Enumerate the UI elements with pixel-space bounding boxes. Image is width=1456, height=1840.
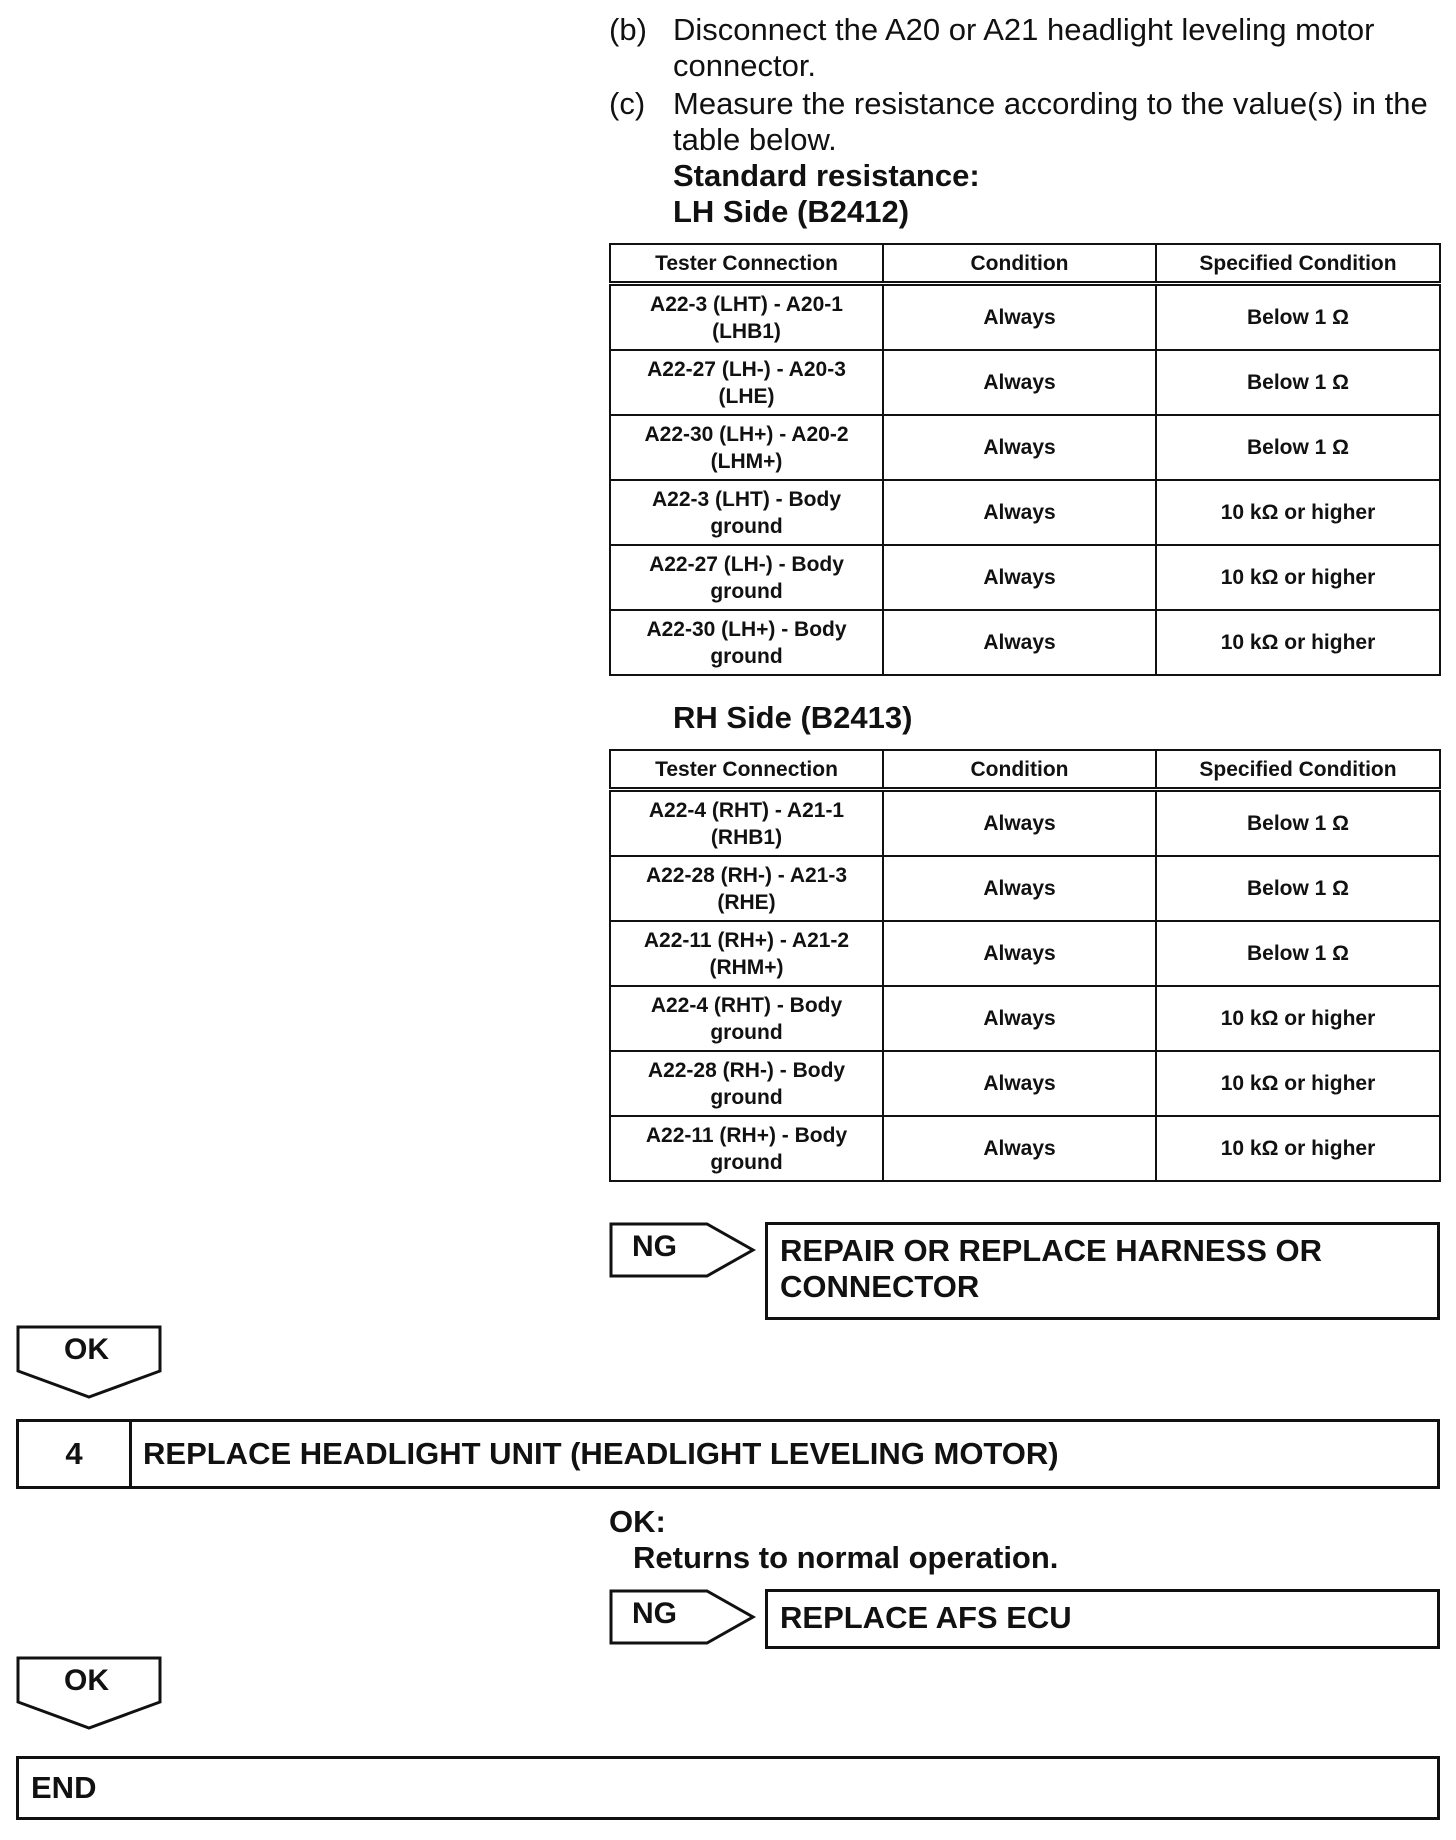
- table-cell: A22-3 (LHT) - Body ground: [610, 480, 883, 545]
- table-row: [610, 350, 1440, 415]
- column-header: Tester Connection: [610, 244, 883, 284]
- rh-table-title: RH Side (B2413): [673, 700, 913, 735]
- lh-resistance-table: [609, 243, 1441, 676]
- step-text: Disconnect the A20 or A21 headlight leveling motor connector.: [673, 12, 1375, 83]
- table-cell: A22-11 (RH+) - Body ground: [610, 1116, 883, 1181]
- table-cell: A22-4 (RHT) - Body ground: [610, 986, 883, 1051]
- table-cell: Always: [883, 856, 1156, 921]
- table-row: [610, 1116, 1440, 1181]
- step-label: (b): [609, 12, 647, 47]
- table-cell: 10 kΩ or higher: [1156, 610, 1440, 675]
- table-header-row: [610, 244, 1440, 284]
- table-cell: A22-11 (RH+) - A21-2 (RHM+): [610, 921, 883, 986]
- table-row: [610, 856, 1440, 921]
- ng-result-box: REPLACE AFS ECU: [765, 1589, 1440, 1649]
- table-row: [610, 545, 1440, 610]
- table-cell: A22-4 (RHT) - A21-1 (RHB1): [610, 790, 883, 857]
- table-row: [610, 610, 1440, 675]
- table-cell: 10 kΩ or higher: [1156, 1051, 1440, 1116]
- table-cell: 10 kΩ or higher: [1156, 1116, 1440, 1181]
- table-cell: 10 kΩ or higher: [1156, 986, 1440, 1051]
- ok-criteria-body: Returns to normal operation.: [633, 1540, 1059, 1575]
- column-header: Condition: [883, 244, 1156, 284]
- column-header: Condition: [883, 750, 1156, 790]
- table-cell: Below 1 Ω: [1156, 790, 1440, 857]
- step-text: Measure the resistance according to the value(s) in the table below.: [673, 86, 1428, 157]
- table-cell: Always: [883, 921, 1156, 986]
- table-cell: Always: [883, 480, 1156, 545]
- table-cell: A22-30 (LH+) - A20-2 (LHM+): [610, 415, 883, 480]
- table-cell: A22-27 (LH-) - A20-3 (LHE): [610, 350, 883, 415]
- table-cell: A22-28 (RH-) - A21-3 (RHE): [610, 856, 883, 921]
- ng-label: NG: [632, 1230, 677, 1263]
- table-cell: Always: [883, 1051, 1156, 1116]
- ok-label: OK: [64, 1333, 109, 1366]
- step-label: (c): [609, 86, 646, 121]
- table-cell: 10 kΩ or higher: [1156, 480, 1440, 545]
- table-cell: Always: [883, 790, 1156, 857]
- table-cell: A22-28 (RH-) - Body ground: [610, 1051, 883, 1116]
- table-cell: A22-30 (LH+) - Body ground: [610, 610, 883, 675]
- table-row: [610, 790, 1440, 857]
- ng-label: NG: [632, 1597, 677, 1630]
- table-row: [610, 986, 1440, 1051]
- table-cell: Always: [883, 545, 1156, 610]
- step-4-header: [16, 1419, 1440, 1489]
- table-cell: A22-27 (LH-) - Body ground: [610, 545, 883, 610]
- table-row: [610, 480, 1440, 545]
- table-row: [610, 921, 1440, 986]
- table-cell: Always: [883, 284, 1156, 351]
- end-box: END: [16, 1756, 1440, 1820]
- table-cell: Below 1 Ω: [1156, 921, 1440, 986]
- table-row: [610, 1051, 1440, 1116]
- table-cell: Below 1 Ω: [1156, 856, 1440, 921]
- table-cell: 10 kΩ or higher: [1156, 545, 1440, 610]
- lh-table-title: LH Side (B2412): [673, 194, 910, 229]
- table-cell: Below 1 Ω: [1156, 415, 1440, 480]
- column-header: Tester Connection: [610, 750, 883, 790]
- step-number: 4: [19, 1422, 132, 1486]
- ok-label: OK: [64, 1664, 109, 1697]
- table-cell: Below 1 Ω: [1156, 350, 1440, 415]
- step-title: REPLACE HEADLIGHT UNIT (HEADLIGHT LEVELING MOTOR): [143, 1436, 1059, 1471]
- table-header-row: [610, 750, 1440, 790]
- column-header: Specified Condition: [1156, 750, 1440, 790]
- table-cell: Always: [883, 1116, 1156, 1181]
- table-cell: A22-3 (LHT) - A20-1 (LHB1): [610, 284, 883, 351]
- rh-resistance-table: [609, 749, 1441, 1182]
- table-cell: Below 1 Ω: [1156, 284, 1440, 351]
- column-header: Specified Condition: [1156, 244, 1440, 284]
- table-cell: Always: [883, 415, 1156, 480]
- standard-resistance-heading: Standard resistance:: [673, 158, 980, 193]
- ng-result-box: REPAIR OR REPLACE HARNESS OR CONNECTOR: [765, 1222, 1440, 1320]
- table-cell: Always: [883, 610, 1156, 675]
- table-row: [610, 284, 1440, 351]
- table-row: [610, 415, 1440, 480]
- table-cell: Always: [883, 350, 1156, 415]
- table-cell: Always: [883, 986, 1156, 1051]
- ok-criteria-heading: OK:: [609, 1504, 666, 1539]
